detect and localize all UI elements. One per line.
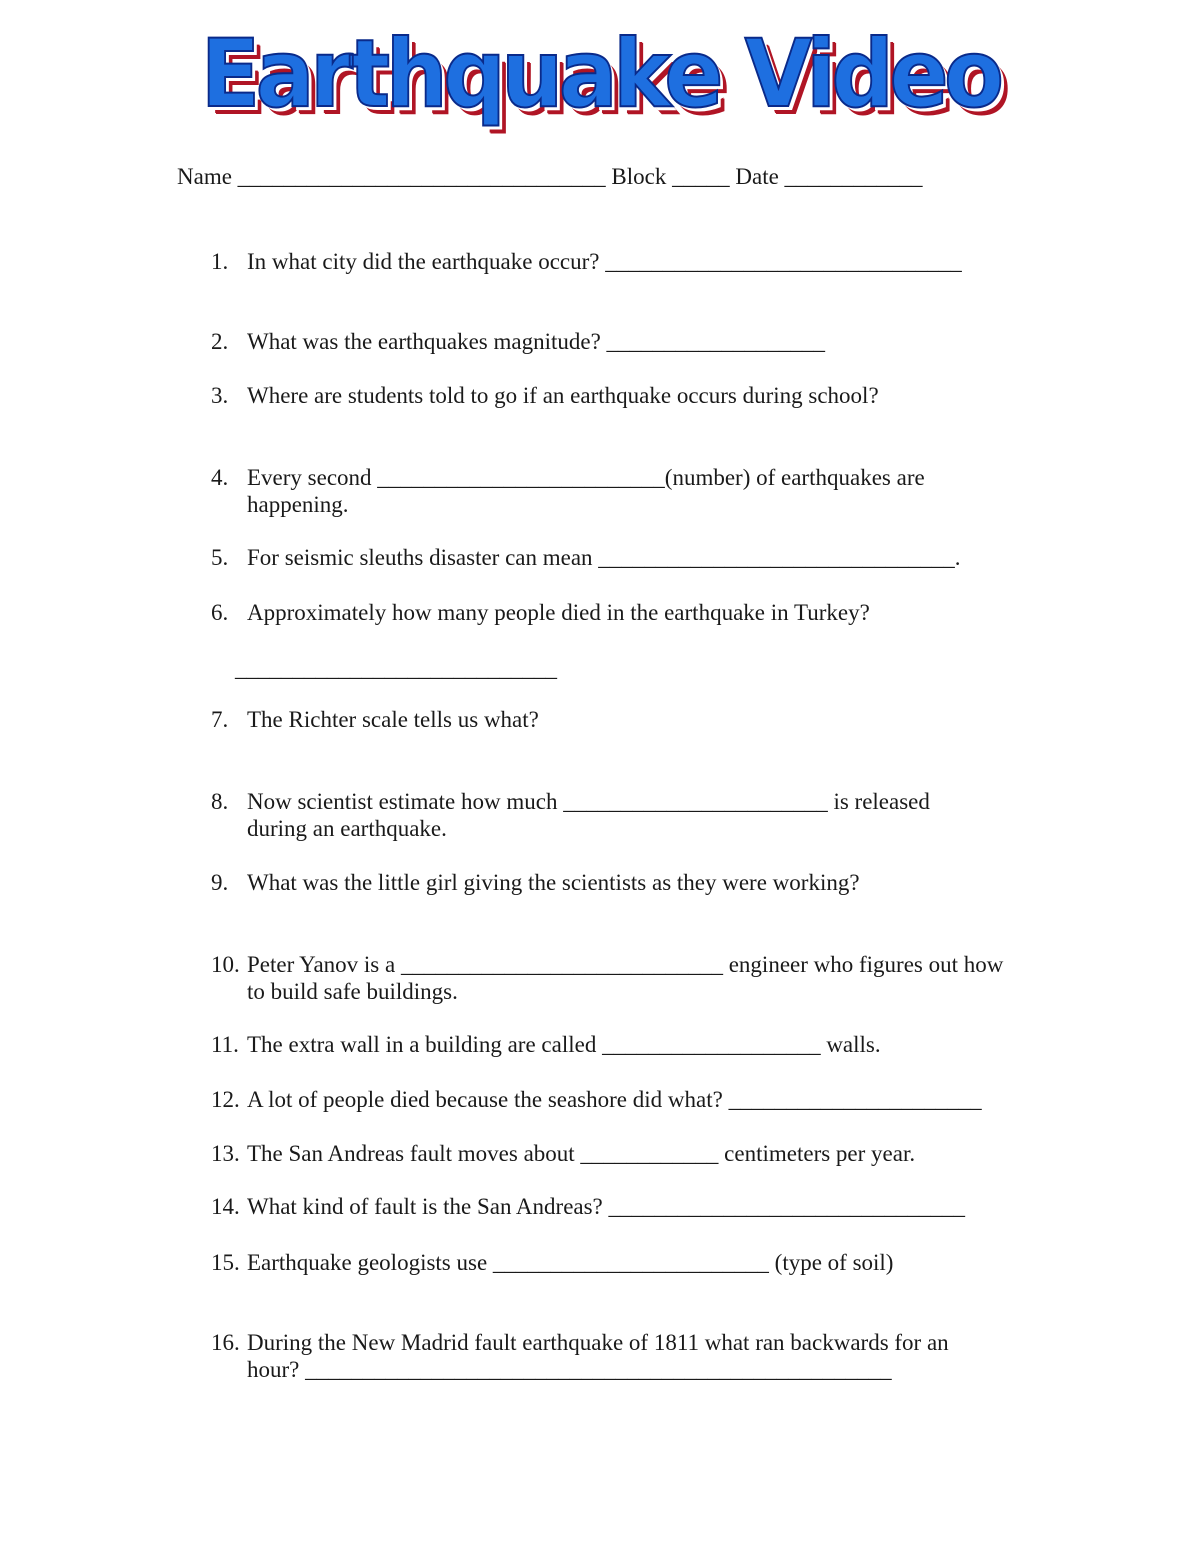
question-number: 7.	[211, 707, 229, 732]
question-number: 6.	[211, 600, 229, 625]
question-number: 16.	[211, 1330, 240, 1355]
date-label: Date	[735, 164, 779, 189]
question-number: 15.	[211, 1250, 240, 1275]
question-text: The Richter scale tells us what?	[247, 707, 539, 732]
question-number: 5.	[211, 545, 229, 570]
question-number: 3.	[211, 383, 229, 408]
question-number: 9.	[211, 870, 229, 895]
question-number: 8.	[211, 789, 229, 814]
question-number: 11.	[211, 1032, 239, 1057]
question-7	[211, 706, 1031, 733]
question-5	[211, 544, 1031, 571]
question-text: For seismic sleuths disaster can mean _______________________________.	[247, 545, 961, 570]
question-text: What kind of fault is the San Andreas? _______________________________	[247, 1194, 966, 1219]
block-label: Block	[611, 164, 667, 189]
question-1	[211, 248, 1031, 275]
question-text: Approximately how many people died in the earthquake in Turkey?	[247, 600, 870, 625]
question-10	[211, 951, 1011, 1005]
question-number: 13.	[211, 1141, 240, 1166]
name-label: Name	[177, 164, 232, 189]
question-number: 1.	[211, 249, 229, 274]
worksheet-title: Earthquake Video	[200, 20, 1000, 129]
question-14	[211, 1193, 1031, 1220]
question-2	[211, 328, 1031, 355]
question-text: What was the little girl giving the scientists as they were working?	[247, 870, 860, 895]
question-4	[211, 464, 991, 518]
question-number: 14.	[211, 1194, 240, 1219]
question-number: 12.	[211, 1087, 240, 1112]
question-text: The extra wall in a building are called ___________________ walls.	[247, 1032, 881, 1057]
question-text: Every second _________________________(number) of earthquakes are happening.	[247, 465, 931, 517]
question-text: What was the earthquakes magnitude? ___________________	[247, 329, 826, 354]
question-15	[211, 1249, 1031, 1276]
question-text: In what city did the earthquake occur? _______________________________	[247, 249, 962, 274]
question-text: Where are students told to go if an earthquake occurs during school?	[247, 383, 879, 408]
question-16	[211, 1329, 981, 1383]
question-text: Peter Yanov is a ____________________________ engineer who figures out how to build safe buildings.	[247, 952, 1010, 1004]
question-text: Now scientist estimate how much _______________________ is released during an earthquake.	[247, 789, 936, 841]
question-number: 2.	[211, 329, 229, 354]
question-text: The San Andreas fault moves about ____________ centimeters per year.	[247, 1141, 916, 1166]
question-number: 4.	[211, 465, 229, 490]
question-number: 10.	[211, 952, 240, 977]
question-text: A lot of people died because the seashore did what? ______________________	[247, 1087, 982, 1112]
question-8	[211, 788, 991, 842]
question-13	[211, 1140, 1031, 1167]
block-blank: _____	[672, 164, 730, 189]
question-6-answer-blank: ____________________________	[235, 656, 557, 681]
question-text: During the New Madrid fault earthquake of 1811 what ran backwards for an hour? ___________________________________________________	[247, 1330, 955, 1382]
question-3	[211, 382, 1031, 409]
question-text: Earthquake geologists use ________________________ (type of soil)	[247, 1250, 894, 1275]
question-11	[211, 1031, 1031, 1058]
student-info-line	[177, 164, 923, 190]
question-9	[211, 869, 1031, 896]
name-blank: ________________________________	[237, 164, 606, 189]
date-blank: ____________	[784, 164, 923, 189]
question-6	[211, 599, 1031, 626]
question-12	[211, 1086, 1031, 1113]
